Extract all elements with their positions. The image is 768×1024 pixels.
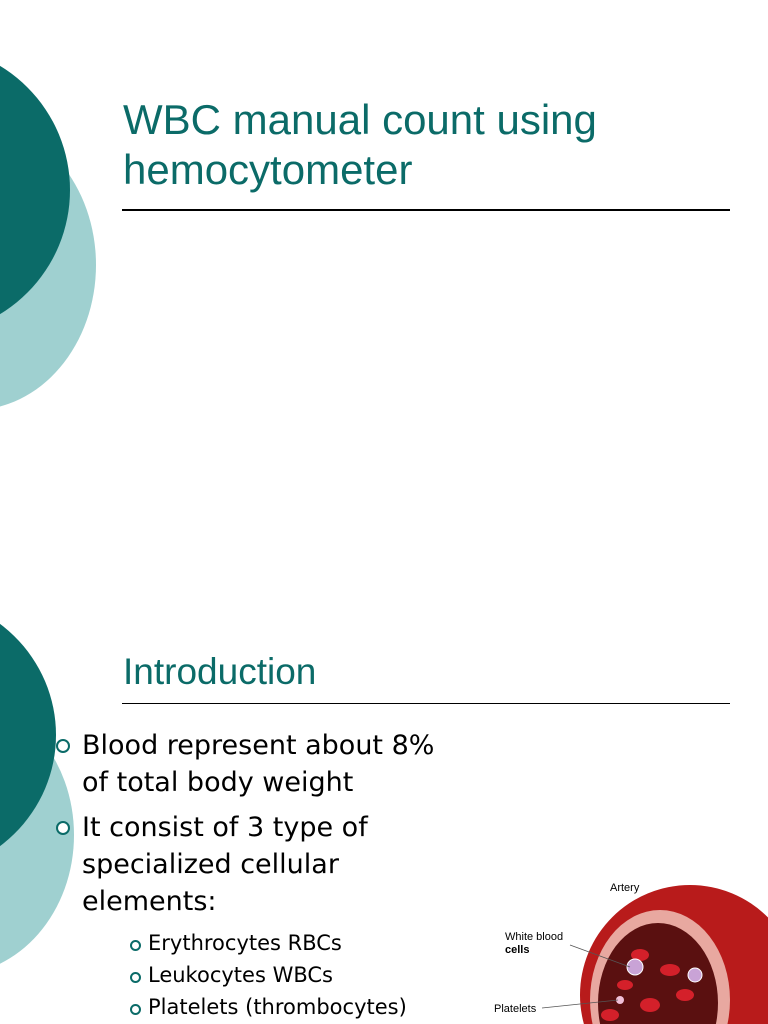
slide1-title — [123, 95, 597, 195]
red-blood-cell — [617, 980, 633, 990]
title-line2: hemocytometer — [123, 146, 413, 193]
red-blood-cell — [640, 998, 660, 1012]
red-blood-cell — [676, 989, 694, 1001]
circle-bullet-icon — [56, 739, 70, 753]
bullet-item: It consist of 3 type of specialized cellular elements: — [52, 809, 512, 920]
slide2-title: Introduction — [123, 651, 317, 692]
circle-bullet-icon — [130, 972, 141, 983]
bullet-item: Blood represent about 8% of total body weight — [52, 727, 512, 801]
bullet-list — [52, 727, 512, 928]
label-wbc-line2: cells — [505, 944, 530, 956]
title-rule — [122, 209, 730, 211]
sub-bullet-item: Erythrocytes RBCs — [128, 927, 407, 959]
circle-bullet-icon — [130, 940, 141, 951]
red-blood-cell — [601, 1009, 619, 1021]
artery-illustration — [490, 875, 768, 1024]
title-rule — [122, 703, 730, 704]
sub-bullet-list — [128, 927, 407, 1023]
red-blood-cell — [660, 964, 680, 976]
label-artery: Artery — [610, 882, 640, 894]
slide-introduction — [0, 555, 768, 1024]
circle-bullet-icon — [130, 1004, 141, 1015]
circle-bullet-icon — [56, 821, 70, 835]
title-line1: WBC manual count using — [123, 96, 597, 143]
sub-bullet-item: Platelets (thrombocytes) — [128, 991, 407, 1023]
label-platelets: Platelets — [494, 1003, 537, 1015]
sub-bullet-item: Leukocytes WBCs — [128, 959, 407, 991]
label-wbc-line1: White blood — [505, 931, 564, 943]
white-blood-cell — [688, 968, 702, 982]
